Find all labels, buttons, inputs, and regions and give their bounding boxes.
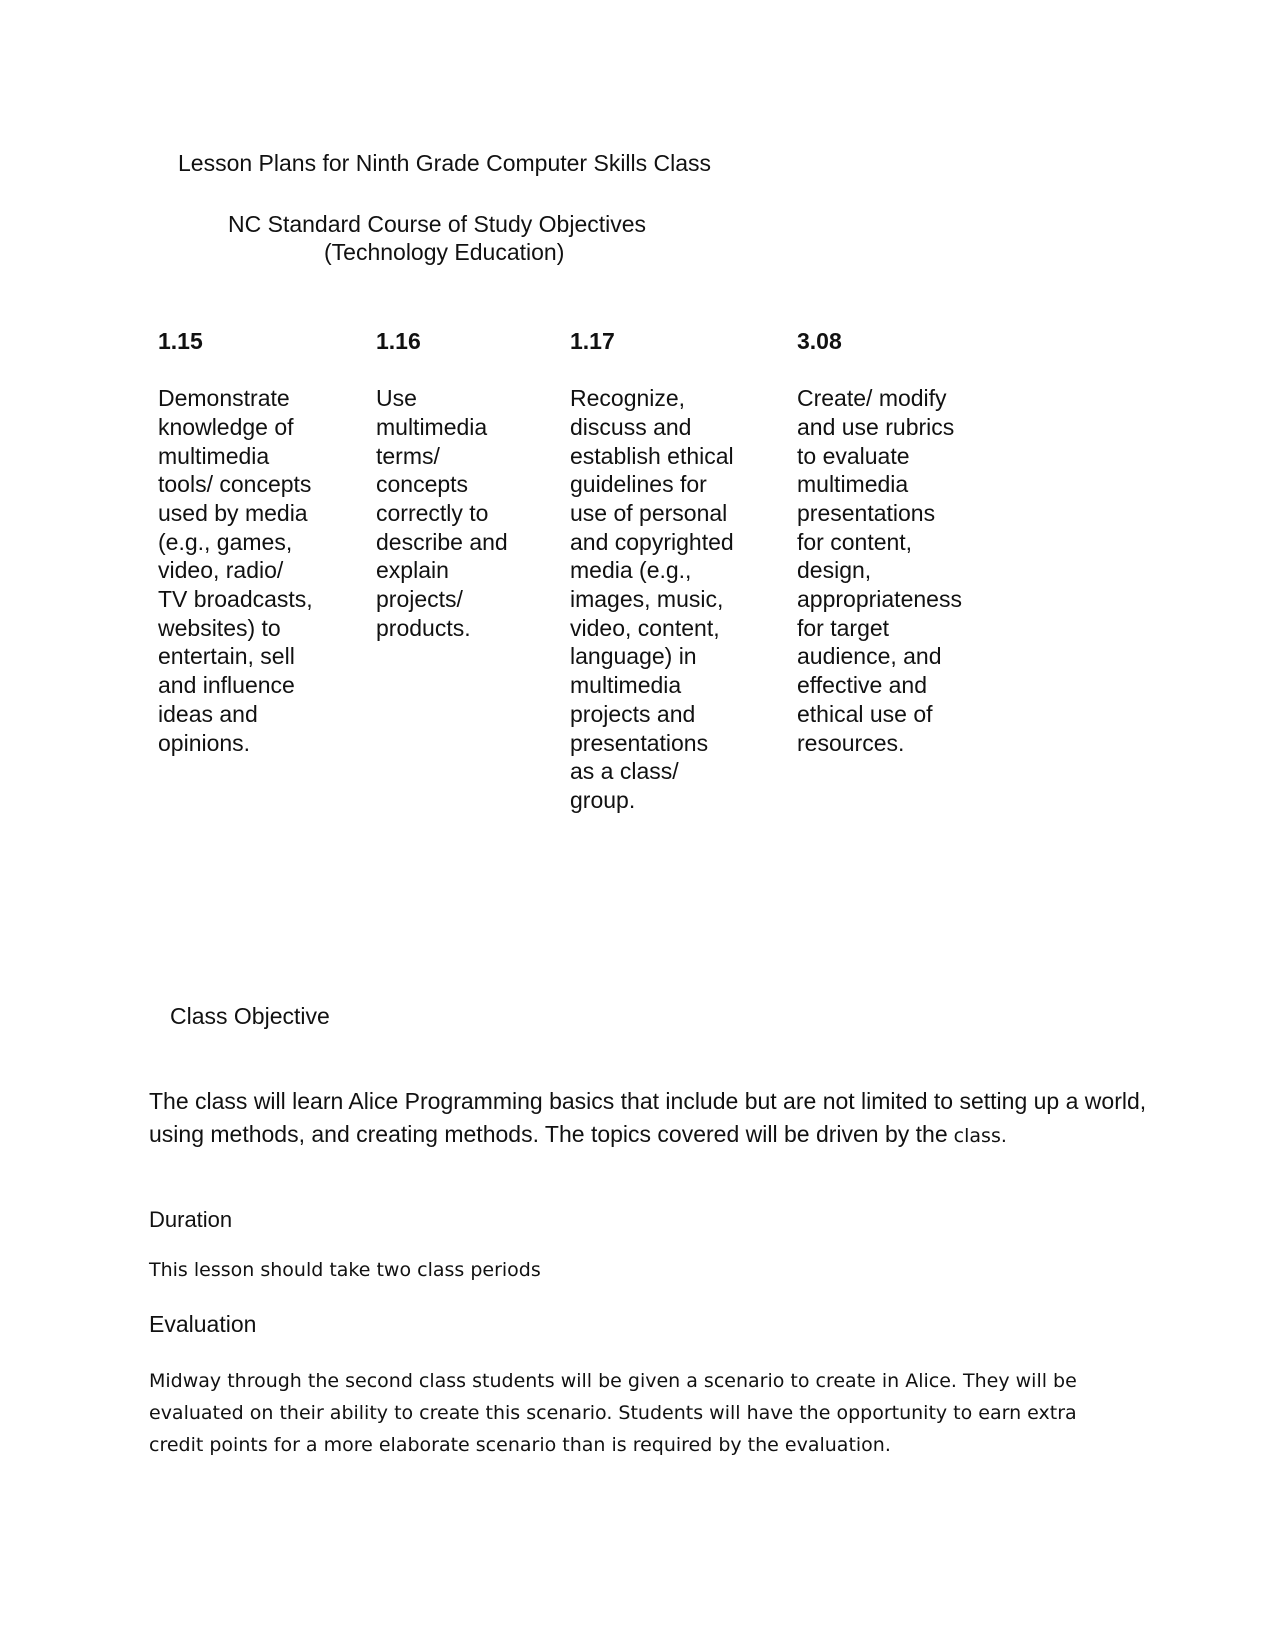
document-title: Lesson Plans for Ninth Grade Computer Skills Class xyxy=(178,150,712,176)
objective-text: Create/ modify and use rubrics to evaluate multimedia presentations for content, design, appropriateness for target audience, and effective and ethical use of resources. xyxy=(797,385,962,756)
subtitle-line-1: NC Standard Course of Study Objectives xyxy=(228,211,647,237)
evaluation-body: Midway through the second class students will be given a scenario to create in Alice. They will be evaluated on their ability to create this scenario. Students will have the opportunity to earn extra credit points for a more elaborate scenario than is required by the evaluation. xyxy=(149,1370,1077,1456)
objective-text: Use multimedia terms/ concepts correctly to describe and explain projects/ products. xyxy=(376,385,508,641)
duration-body: This lesson should take two class periods xyxy=(149,1259,541,1281)
objective-code: 1.16 xyxy=(376,327,421,354)
objective-text: Recognize, discuss and establish ethical guidelines for use of personal and copyrighted media (e.g., images, music, video, content, language) in multimedia projects and presentations as a class/ group. xyxy=(570,385,734,813)
objective-column-2 xyxy=(376,298,508,671)
objective-column-1 xyxy=(158,298,313,786)
evaluation-heading: Evaluation xyxy=(149,1311,257,1337)
class-objective-heading: Class Objective xyxy=(170,1003,330,1029)
class-objective-text-tail: class. xyxy=(947,1124,1007,1147)
standards-subtitle xyxy=(228,210,646,266)
class-objective-text: The class will learn Alice Programming basics that include but are not limited to setting up a world, using methods, and creating methods. The topics covered will be driven by the xyxy=(149,1088,1147,1147)
objective-column-3 xyxy=(570,298,734,843)
subtitle-line-2: (Technology Education) xyxy=(324,239,565,265)
objective-code: 1.15 xyxy=(158,327,203,354)
objective-text: Demonstrate knowledge of multimedia tools/ concepts used by media (e.g., games, video, radio/ TV broadcasts, websites) to entertain, sell and influence ideas and opinions. xyxy=(158,385,313,756)
duration-heading: Duration xyxy=(149,1207,233,1232)
objective-column-4 xyxy=(797,298,962,786)
class-objective-body xyxy=(149,1085,1149,1152)
objective-code: 1.17 xyxy=(570,327,615,354)
objective-code: 3.08 xyxy=(797,327,842,354)
